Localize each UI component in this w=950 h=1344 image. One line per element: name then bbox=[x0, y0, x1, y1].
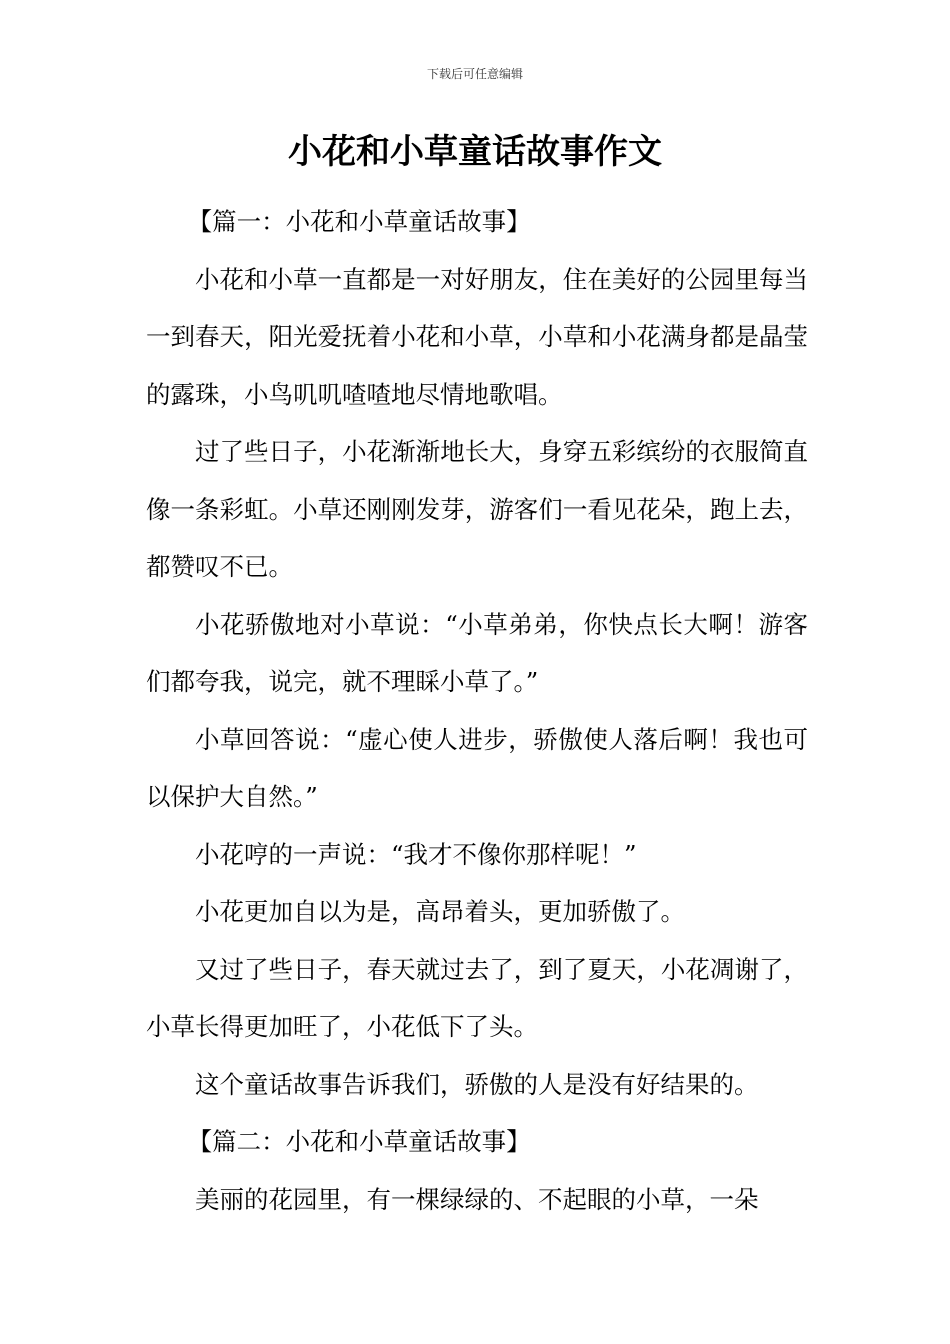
paragraph: 美丽的花园里，有一棵绿绿的、不起眼的小草，一朵 bbox=[195, 1184, 759, 1214]
section-heading-2: 【篇二：小花和小草童话故事】 bbox=[187, 1127, 531, 1156]
paragraph: 小花哼的一声说：“我才不像你那样呢！” bbox=[195, 839, 637, 869]
paragraph: 小花更加自以为是，高昂着头，更加骄傲了。 bbox=[195, 897, 685, 926]
paragraph: 过了些日子，小花渐渐地长大，身穿五彩缤纷的衣服简直像一条彩虹。小草还刚刚发芽，游客们一看见花朵，跑上去，都赞叹不已。 bbox=[146, 437, 808, 581]
document-body bbox=[146, 193, 808, 1228]
paragraph: 这个童话故事告诉我们，骄傲的人是没有好结果的。 bbox=[195, 1069, 759, 1099]
paragraph: 小花骄傲地对小草说：“小草弟弟，你快点长大啊！游客们都夸我，说完，就不理睬小草了。” bbox=[146, 609, 808, 696]
paragraph: 小花和小草一直都是一对好朋友，住在美好的公园里每当一到春天，阳光爱抚着小花和小草，小草和小花满身都是晶莹的露珠，小鸟叽叽喳喳地尽情地歌唱。 bbox=[146, 264, 808, 409]
section-heading-1: 【篇一：小花和小草童话故事】 bbox=[187, 207, 531, 236]
paragraph: 又过了些日子，春天就过去了，到了夏天，小花凋谢了，小草长得更加旺了，小花低下了头。 bbox=[146, 954, 808, 1041]
paragraph: 小草回答说：“虚心使人进步，骄傲使人落后啊！我也可以保护大自然。” bbox=[146, 724, 808, 811]
document-title: 小花和小草童话故事作文 bbox=[288, 132, 662, 172]
header-note: 下载后可任意编辑 bbox=[426, 67, 523, 81]
